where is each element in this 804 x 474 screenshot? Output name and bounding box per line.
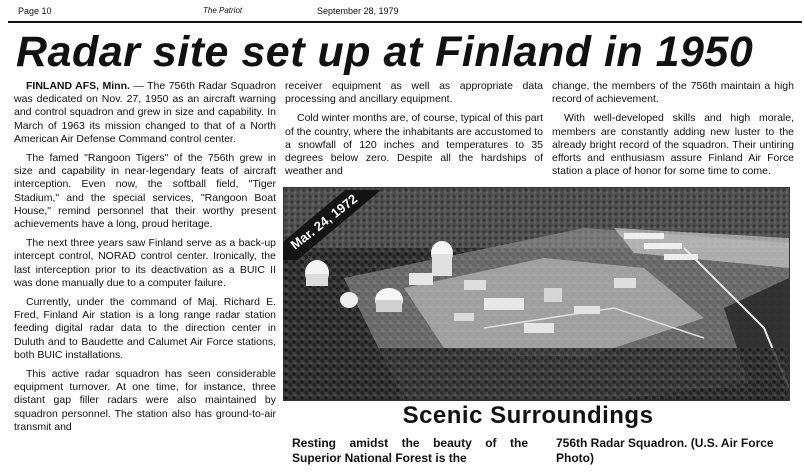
photo-caption-right: 756th Radar Squadron. (U.S. Air Force Photo) — [556, 436, 774, 465]
article-paragraph: The next three years saw Finland serve as a back-up intercept control, NORAD control center. Ironically, the last interception prior to its deactivation as a BUIC II was done manually due to a computer failure. — [14, 237, 276, 289]
article-paragraph: With well-developed skills and high morale, members are constantly adding new luster to the already bright record of the squadron. Their untiring efforts and enthusiasm assure Finland Air Force station a place of honor for some time to come. — [552, 112, 794, 178]
dateline: FINLAND AFS, Minn. — [26, 80, 130, 92]
issue-date: September 28, 1979 — [317, 6, 399, 16]
photo-caption-left: Resting amidst the beauty of the Superior National Forest is the — [292, 436, 528, 465]
article-paragraph: This active radar squadron has seen considerable equipment turnover. At one time, for instance, three distant gap filler radars were also maintained by squadron personnel. The station also has ground-to-air transmit and — [14, 368, 276, 433]
photo-date-banner — [283, 190, 393, 260]
article-column-1 — [14, 80, 276, 440]
date-banner-ribbon — [283, 190, 393, 260]
paragraph-text: — The 756th Radar Squadron was dedicated on Nov. 27, 1950 as an aircraft warning and control squadron and grew in size and capability. In March of 1963 its mission changed to that of a North American Air Defense Command control center. — [14, 80, 276, 145]
article-column-3 — [552, 80, 794, 184]
article-paragraph: change, the members of the 756th maintain a high record of achievement. — [552, 80, 794, 106]
photo-caption-heading: Scenic Surroundings — [402, 402, 654, 429]
article-paragraph: The famed "Rangoon Tigers" of the 756th grew in size and capability in near-legendary feats of aircraft interception. Even now, the softball field, "Tiger Stadium," and the special services, "Rangoon Boat House," remind personnel that their worthy present achievements have a long, proud heritage. — [14, 152, 276, 231]
article-paragraph: Currently, under the command of Maj. Richard E. Fred, Finland Air station is a long range radar station feeding digital radar data to the direction center in Duluth and to Baudette and Calumet Air Force stations, both BUIC installations. — [14, 296, 276, 361]
newspaper-name: The Patriot — [203, 6, 243, 15]
article-column-2 — [285, 80, 543, 184]
headline: Radar site set up at Finland in 1950 — [16, 28, 754, 76]
article-paragraph: receiver equipment as well as appropriate data processing and ancillary equipment. — [285, 80, 543, 106]
header-rule — [8, 21, 802, 23]
article-paragraph — [14, 80, 276, 146]
article-paragraph: Cold winter months are, of course, typical of this part of the country, where the inhabitants are accustomed to a snowfall of 120 inches and temperatures to 35 degrees below zero. Despite all the hardships of weather and — [285, 112, 543, 178]
page-header — [0, 0, 804, 22]
date-banner-text: Mar. 24, 1972 — [287, 191, 361, 253]
page-number: Page 10 — [18, 6, 52, 16]
